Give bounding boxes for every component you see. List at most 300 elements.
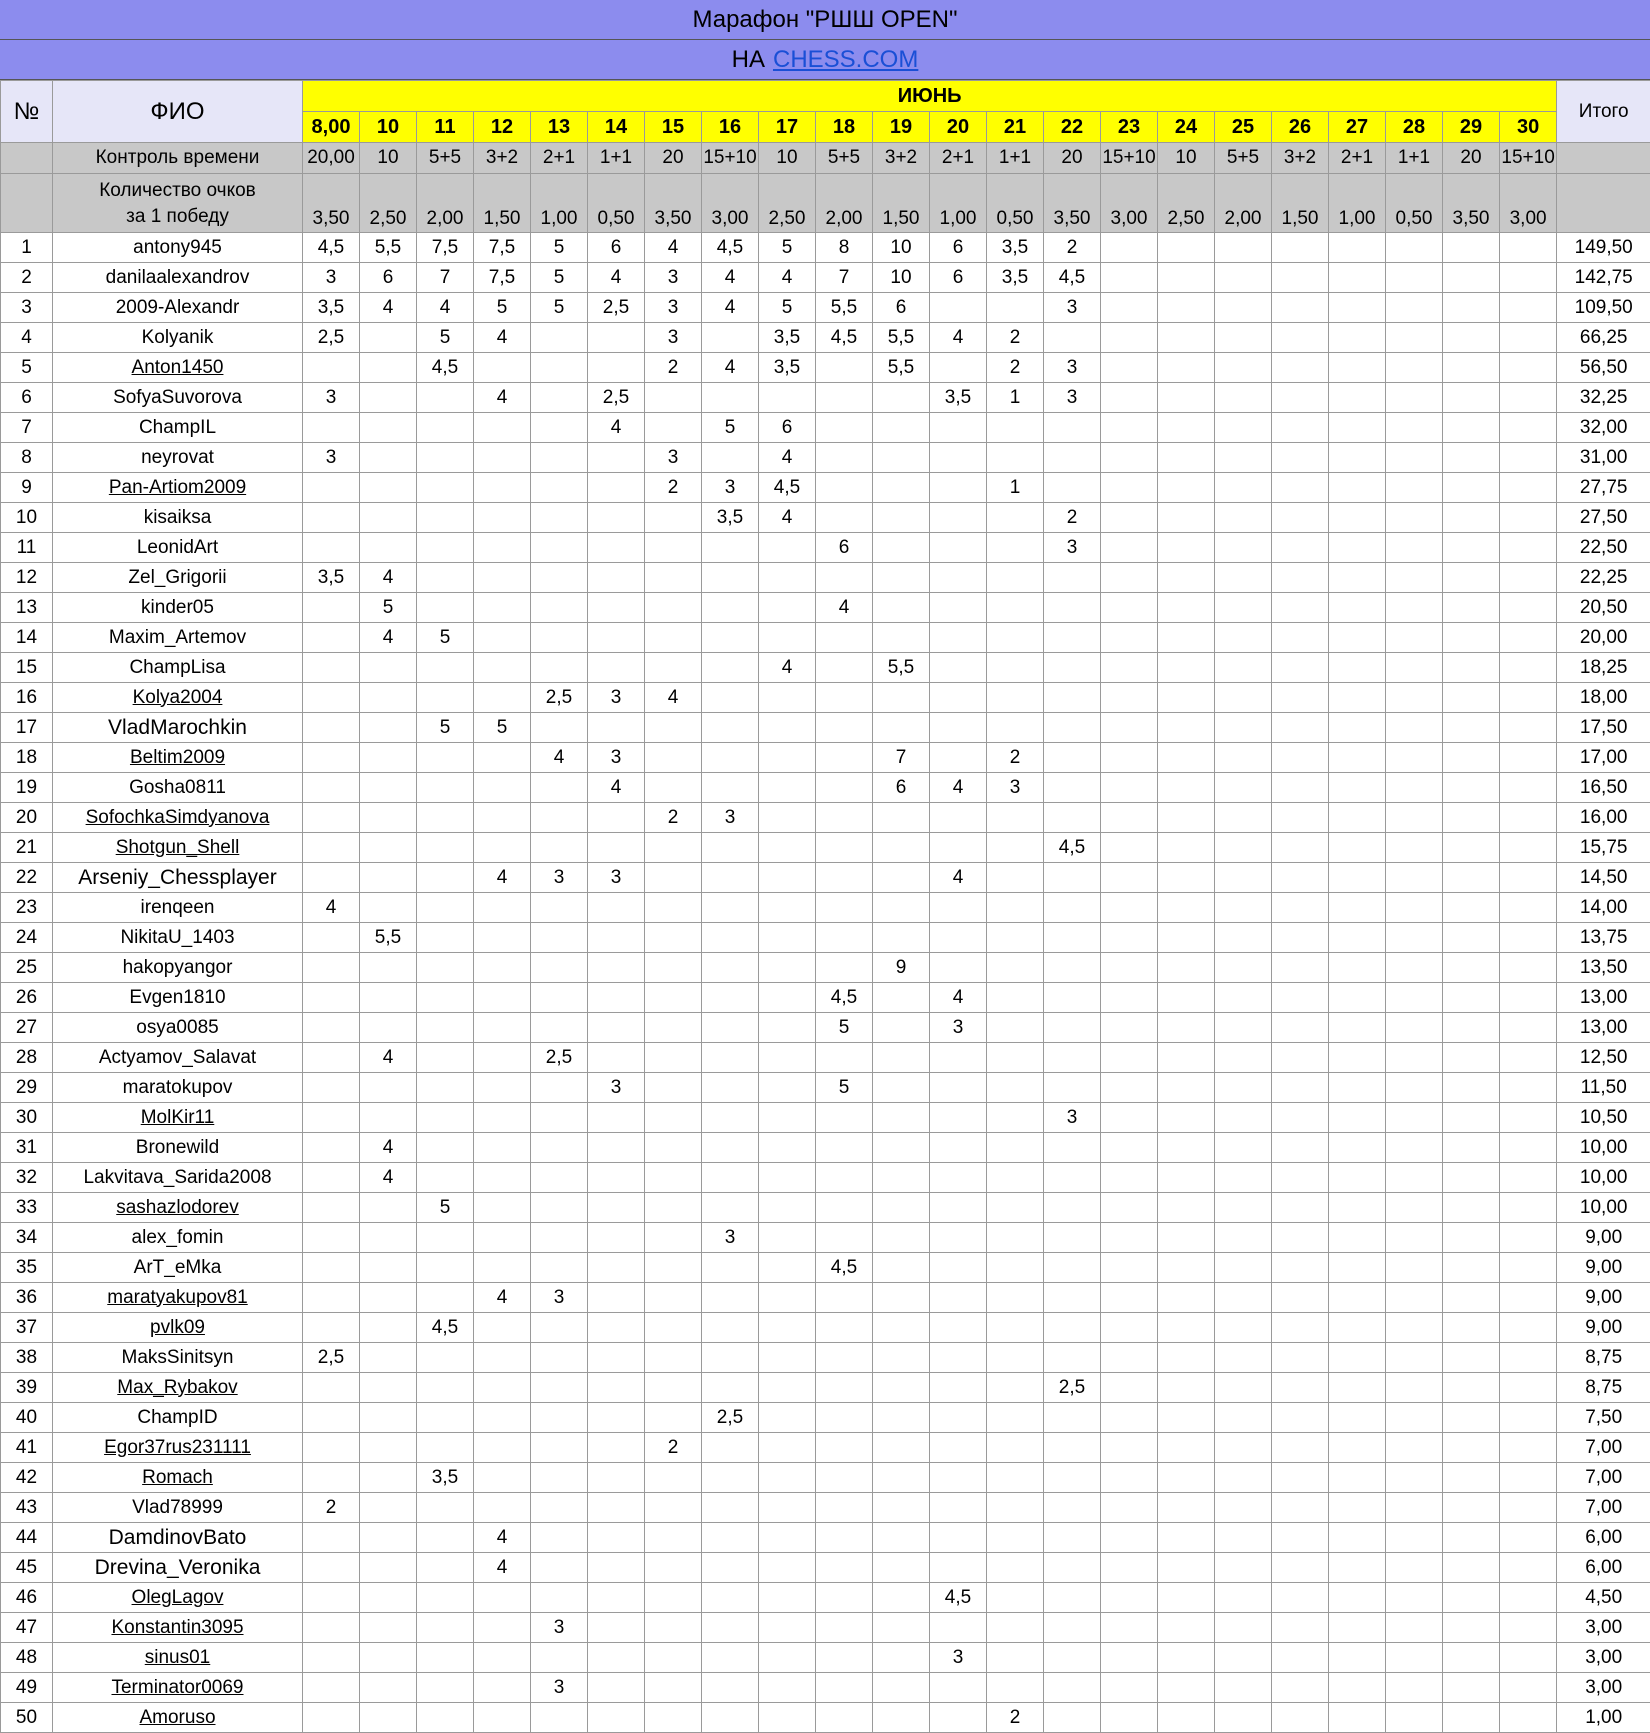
points-cell: 1,50 — [1272, 174, 1329, 233]
score-cell — [303, 1583, 360, 1613]
score-cell — [1215, 773, 1272, 803]
player-name-cell — [53, 1163, 303, 1193]
player-profile-link[interactable]: Amoruso — [139, 1707, 215, 1728]
score-cell — [1500, 803, 1557, 833]
score-cell — [873, 1103, 930, 1133]
score-cell: 3 — [531, 1613, 588, 1643]
rank-cell: 17 — [1, 713, 53, 743]
score-cell — [1386, 1313, 1443, 1343]
score-cell — [702, 653, 759, 683]
score-cell — [873, 1133, 930, 1163]
player-profile-link[interactable]: Shotgun_Shell — [116, 837, 240, 858]
day-header: 18 — [816, 112, 873, 143]
total-cell: 11,50 — [1557, 1073, 1650, 1103]
score-cell — [1329, 653, 1386, 683]
score-cell — [987, 1613, 1044, 1643]
total-cell: 7,00 — [1557, 1463, 1650, 1493]
score-cell — [930, 743, 987, 773]
player-profile-link[interactable]: MolKir11 — [141, 1107, 215, 1128]
total-cell: 13,00 — [1557, 983, 1650, 1013]
score-cell — [816, 893, 873, 923]
score-cell — [1158, 413, 1215, 443]
score-cell — [1272, 1613, 1329, 1643]
score-cell — [531, 623, 588, 653]
score-cell — [759, 1463, 816, 1493]
score-cell — [987, 803, 1044, 833]
player-name: Drevina_Veronika — [95, 1556, 261, 1579]
rank-cell: 32 — [1, 1163, 53, 1193]
table-row — [1, 623, 1650, 653]
score-cell — [303, 1013, 360, 1043]
score-cell — [987, 1073, 1044, 1103]
score-cell — [930, 1223, 987, 1253]
score-cell — [1272, 233, 1329, 263]
score-cell — [588, 1193, 645, 1223]
score-cell: 3 — [645, 293, 702, 323]
score-cell — [1272, 1343, 1329, 1373]
score-cell — [816, 773, 873, 803]
table-row — [1, 953, 1650, 983]
total-cell: 27,75 — [1557, 473, 1650, 503]
score-cell — [1215, 1013, 1272, 1043]
day-header: 14 — [588, 112, 645, 143]
rank-cell: 30 — [1, 1103, 53, 1133]
score-cell: 3,5 — [930, 383, 987, 413]
rank-cell: 40 — [1, 1403, 53, 1433]
score-cell — [360, 713, 417, 743]
score-cell: 5 — [417, 1193, 474, 1223]
points-cell: 1,50 — [873, 174, 930, 233]
score-cell — [1443, 1103, 1500, 1133]
score-cell — [1215, 803, 1272, 833]
score-cell — [1215, 923, 1272, 953]
score-cell — [1329, 983, 1386, 1013]
player-name: SofyaSuvorova — [113, 387, 242, 408]
score-cell — [645, 1523, 702, 1553]
score-cell — [1386, 503, 1443, 533]
score-cell: 7,5 — [474, 263, 531, 293]
score-cell — [417, 1583, 474, 1613]
score-cell — [1329, 563, 1386, 593]
total-cell: 13,75 — [1557, 923, 1650, 953]
score-cell — [816, 1403, 873, 1433]
score-cell — [531, 533, 588, 563]
score-cell — [1443, 1253, 1500, 1283]
score-cell — [417, 413, 474, 443]
score-cell — [987, 983, 1044, 1013]
rank-cell: 46 — [1, 1583, 53, 1613]
score-cell — [1329, 953, 1386, 983]
score-cell — [1044, 563, 1101, 593]
score-cell — [645, 833, 702, 863]
score-cell — [873, 1673, 930, 1703]
score-cell — [1500, 1673, 1557, 1703]
day-header: 20 — [930, 112, 987, 143]
score-cell — [588, 1043, 645, 1073]
score-cell — [1443, 923, 1500, 953]
score-cell — [303, 683, 360, 713]
score-cell — [531, 593, 588, 623]
score-cell: 2 — [645, 803, 702, 833]
score-cell: 4,5 — [759, 473, 816, 503]
rank-cell: 39 — [1, 1373, 53, 1403]
time-control-cell: 20,00 — [303, 143, 360, 174]
score-cell — [1272, 623, 1329, 653]
score-cell — [474, 893, 531, 923]
score-cell: 5,5 — [873, 323, 930, 353]
score-cell — [1158, 1283, 1215, 1313]
score-cell — [1500, 323, 1557, 353]
chess-com-link[interactable]: CHESS.COM — [773, 46, 918, 74]
score-cell — [930, 803, 987, 833]
table-row — [1, 803, 1650, 833]
score-cell — [1158, 1673, 1215, 1703]
table-row — [1, 863, 1650, 893]
score-cell — [1386, 593, 1443, 623]
score-cell: 4,5 — [930, 1583, 987, 1613]
score-cell — [702, 1103, 759, 1133]
score-cell — [1386, 983, 1443, 1013]
rank-cell: 9 — [1, 473, 53, 503]
player-profile-link[interactable]: sinus01 — [145, 1647, 211, 1668]
score-cell — [873, 1313, 930, 1343]
score-cell — [360, 1553, 417, 1583]
score-cell — [873, 1193, 930, 1223]
score-cell — [417, 443, 474, 473]
score-cell — [1386, 1643, 1443, 1673]
score-cell: 2 — [645, 473, 702, 503]
score-cell — [588, 1013, 645, 1043]
total-cell: 6,00 — [1557, 1553, 1650, 1583]
score-cell — [360, 1013, 417, 1043]
time-control-row — [1, 143, 1650, 174]
score-cell — [588, 1403, 645, 1433]
score-cell — [816, 1133, 873, 1163]
score-cell — [1158, 713, 1215, 743]
rank-cell: 31 — [1, 1133, 53, 1163]
score-cell: 3 — [1044, 533, 1101, 563]
score-cell — [1272, 953, 1329, 983]
player-name-cell — [53, 1133, 303, 1163]
score-cell — [1386, 353, 1443, 383]
score-cell — [1158, 1043, 1215, 1073]
player-profile-link[interactable]: Kolya2004 — [133, 687, 223, 708]
score-cell — [1101, 1013, 1158, 1043]
score-cell — [1386, 533, 1443, 563]
score-cell — [1044, 983, 1101, 1013]
score-cell: 3 — [930, 1643, 987, 1673]
score-cell — [1500, 623, 1557, 653]
score-cell — [303, 713, 360, 743]
score-cell — [759, 1013, 816, 1043]
score-cell — [474, 1403, 531, 1433]
score-cell — [816, 1043, 873, 1073]
score-cell: 6 — [930, 263, 987, 293]
score-cell — [1158, 803, 1215, 833]
total-cell: 32,25 — [1557, 383, 1650, 413]
score-cell: 4 — [645, 233, 702, 263]
score-cell — [1044, 1433, 1101, 1463]
player-name-cell — [53, 383, 303, 413]
score-cell — [759, 623, 816, 653]
player-profile-link[interactable]: sashazlodorev — [116, 1197, 239, 1218]
score-cell — [1443, 1013, 1500, 1043]
score-cell — [873, 1703, 930, 1733]
score-cell — [759, 1133, 816, 1163]
score-cell — [1443, 803, 1500, 833]
total-cell: 17,00 — [1557, 743, 1650, 773]
rank-cell: 6 — [1, 383, 53, 413]
score-cell — [303, 1283, 360, 1313]
player-profile-link[interactable]: Konstantin3095 — [111, 1617, 243, 1638]
score-cell — [1215, 233, 1272, 263]
player-name-cell — [53, 233, 303, 263]
score-cell — [474, 1313, 531, 1343]
score-cell — [1500, 1043, 1557, 1073]
table-row — [1, 1313, 1650, 1343]
rank-cell: 38 — [1, 1343, 53, 1373]
score-cell — [873, 1343, 930, 1373]
score-cell — [531, 1433, 588, 1463]
score-cell: 2 — [987, 743, 1044, 773]
score-cell — [816, 1163, 873, 1193]
score-cell — [1158, 383, 1215, 413]
score-cell — [702, 1013, 759, 1043]
score-cell: 3 — [531, 863, 588, 893]
player-profile-link[interactable]: SofochkaSimdyanova — [86, 807, 270, 828]
score-cell — [645, 953, 702, 983]
score-cell — [1386, 893, 1443, 923]
score-cell — [303, 1163, 360, 1193]
table-row — [1, 563, 1650, 593]
score-cell — [1329, 1253, 1386, 1283]
score-cell — [360, 1643, 417, 1673]
rank-cell: 24 — [1, 923, 53, 953]
player-profile-link[interactable]: Anton1450 — [132, 357, 224, 378]
score-cell: 4,5 — [417, 1313, 474, 1343]
score-cell — [873, 683, 930, 713]
score-cell — [360, 1313, 417, 1343]
player-name-cell — [53, 623, 303, 653]
score-cell — [1443, 593, 1500, 623]
score-cell — [645, 623, 702, 653]
player-profile-link[interactable]: Pan-Artiom2009 — [109, 477, 246, 498]
score-cell — [588, 473, 645, 503]
score-cell: 6 — [816, 533, 873, 563]
score-cell — [1386, 1133, 1443, 1163]
score-cell: 4 — [930, 323, 987, 353]
score-cell — [1158, 743, 1215, 773]
blank-cell — [1, 174, 53, 233]
score-cell — [1158, 233, 1215, 263]
score-cell — [303, 923, 360, 953]
score-cell — [1500, 1133, 1557, 1163]
score-cell — [759, 563, 816, 593]
score-cell: 4 — [930, 773, 987, 803]
player-profile-link[interactable]: Terminator0069 — [111, 1677, 243, 1698]
score-cell — [588, 1283, 645, 1313]
score-cell — [930, 1163, 987, 1193]
score-cell: 4 — [930, 863, 987, 893]
points-cell: 1,50 — [474, 174, 531, 233]
score-cell — [1272, 383, 1329, 413]
score-cell — [588, 1673, 645, 1703]
score-cell — [588, 803, 645, 833]
player-profile-link[interactable]: maratyakupov81 — [107, 1287, 247, 1308]
score-cell — [474, 1193, 531, 1223]
score-cell — [1272, 503, 1329, 533]
time-control-cell: 20 — [645, 143, 702, 174]
score-cell — [1272, 1553, 1329, 1583]
score-cell — [702, 983, 759, 1013]
score-cell — [759, 1523, 816, 1553]
score-cell — [873, 473, 930, 503]
score-cell — [1272, 593, 1329, 623]
score-cell — [1215, 1493, 1272, 1523]
score-cell — [987, 863, 1044, 893]
score-cell — [474, 683, 531, 713]
score-cell: 4 — [645, 683, 702, 713]
table-row — [1, 1433, 1650, 1463]
table-row — [1, 1373, 1650, 1403]
score-cell — [759, 803, 816, 833]
table-row — [1, 1613, 1650, 1643]
score-cell — [702, 563, 759, 593]
player-name-cell — [53, 803, 303, 833]
score-cell — [417, 773, 474, 803]
score-cell — [1500, 1283, 1557, 1313]
score-cell: 4,5 — [702, 233, 759, 263]
time-control-cell: 5+5 — [1215, 143, 1272, 174]
score-cell — [1215, 1703, 1272, 1733]
score-cell — [360, 413, 417, 443]
score-cell — [1329, 1433, 1386, 1463]
score-cell: 5 — [759, 233, 816, 263]
blank-cell — [1557, 174, 1650, 233]
score-cell — [1044, 893, 1101, 923]
score-cell — [930, 563, 987, 593]
score-cell — [474, 1433, 531, 1463]
time-control-cell: 3+2 — [1272, 143, 1329, 174]
score-cell: 2,5 — [303, 323, 360, 353]
score-cell — [474, 503, 531, 533]
score-cell — [1101, 443, 1158, 473]
score-cell: 4 — [702, 293, 759, 323]
table-row — [1, 413, 1650, 443]
score-cell — [873, 1643, 930, 1673]
score-cell — [1386, 413, 1443, 443]
score-cell — [987, 593, 1044, 623]
score-cell — [417, 953, 474, 983]
total-cell: 14,00 — [1557, 893, 1650, 923]
score-cell — [474, 1613, 531, 1643]
score-cell — [360, 803, 417, 833]
day-header: 13 — [531, 112, 588, 143]
score-cell — [1158, 263, 1215, 293]
score-cell — [759, 593, 816, 623]
total-cell: 7,00 — [1557, 1493, 1650, 1523]
score-cell — [987, 1433, 1044, 1463]
score-cell — [360, 683, 417, 713]
player-profile-link[interactable]: Max_Rybakov — [117, 1377, 237, 1398]
total-cell: 3,00 — [1557, 1643, 1650, 1673]
player-name-cell — [53, 1463, 303, 1493]
player-profile-link[interactable]: Romach — [142, 1467, 213, 1488]
score-cell — [1101, 743, 1158, 773]
score-cell — [588, 1223, 645, 1253]
score-cell — [1158, 473, 1215, 503]
score-cell — [1215, 1433, 1272, 1463]
day-header: 17 — [759, 112, 816, 143]
score-cell — [987, 1403, 1044, 1433]
player-name: LeonidArt — [137, 537, 218, 558]
score-cell — [588, 353, 645, 383]
score-cell — [987, 1373, 1044, 1403]
table-row — [1, 1043, 1650, 1073]
player-profile-link[interactable]: Egor37rus231111 — [104, 1437, 251, 1458]
score-cell — [1386, 803, 1443, 833]
score-cell — [474, 1253, 531, 1283]
score-cell — [1443, 743, 1500, 773]
table-row — [1, 1103, 1650, 1133]
score-cell — [645, 983, 702, 1013]
score-cell — [1329, 1133, 1386, 1163]
total-cell: 7,50 — [1557, 1403, 1650, 1433]
score-cell: 5 — [702, 413, 759, 443]
score-cell — [531, 1373, 588, 1403]
score-cell — [1500, 653, 1557, 683]
score-cell — [759, 1223, 816, 1253]
score-cell — [1158, 353, 1215, 383]
player-profile-link[interactable]: pvlk09 — [150, 1317, 205, 1338]
player-profile-link[interactable]: OlegLagov — [132, 1587, 224, 1608]
score-cell: 4 — [759, 263, 816, 293]
score-cell — [1329, 1523, 1386, 1553]
total-cell: 109,50 — [1557, 293, 1650, 323]
score-cell — [417, 1703, 474, 1733]
score-cell — [1500, 1193, 1557, 1223]
table-row — [1, 533, 1650, 563]
day-header: 8,00 — [303, 112, 360, 143]
score-cell — [987, 1043, 1044, 1073]
score-cell — [417, 803, 474, 833]
table-row — [1, 1643, 1650, 1673]
score-cell: 3 — [702, 473, 759, 503]
total-cell: 9,00 — [1557, 1283, 1650, 1313]
score-cell — [360, 1343, 417, 1373]
score-cell — [1500, 1403, 1557, 1433]
score-cell — [1101, 863, 1158, 893]
time-control-cell: 15+10 — [1500, 143, 1557, 174]
score-cell — [645, 503, 702, 533]
time-control-cell: 5+5 — [417, 143, 474, 174]
score-cell — [1272, 893, 1329, 923]
table-row — [1, 1223, 1650, 1253]
player-profile-link[interactable]: Beltim2009 — [130, 747, 225, 768]
rank-cell: 43 — [1, 1493, 53, 1523]
score-cell — [759, 1253, 816, 1283]
score-cell: 5 — [759, 293, 816, 323]
player-name-cell — [53, 1043, 303, 1073]
score-cell — [1215, 593, 1272, 623]
score-cell: 4,5 — [816, 1253, 873, 1283]
score-cell — [1386, 863, 1443, 893]
total-cell: 3,00 — [1557, 1613, 1650, 1643]
score-cell — [360, 773, 417, 803]
score-cell — [1044, 593, 1101, 623]
score-cell — [1329, 323, 1386, 353]
score-cell: 2 — [645, 1433, 702, 1463]
